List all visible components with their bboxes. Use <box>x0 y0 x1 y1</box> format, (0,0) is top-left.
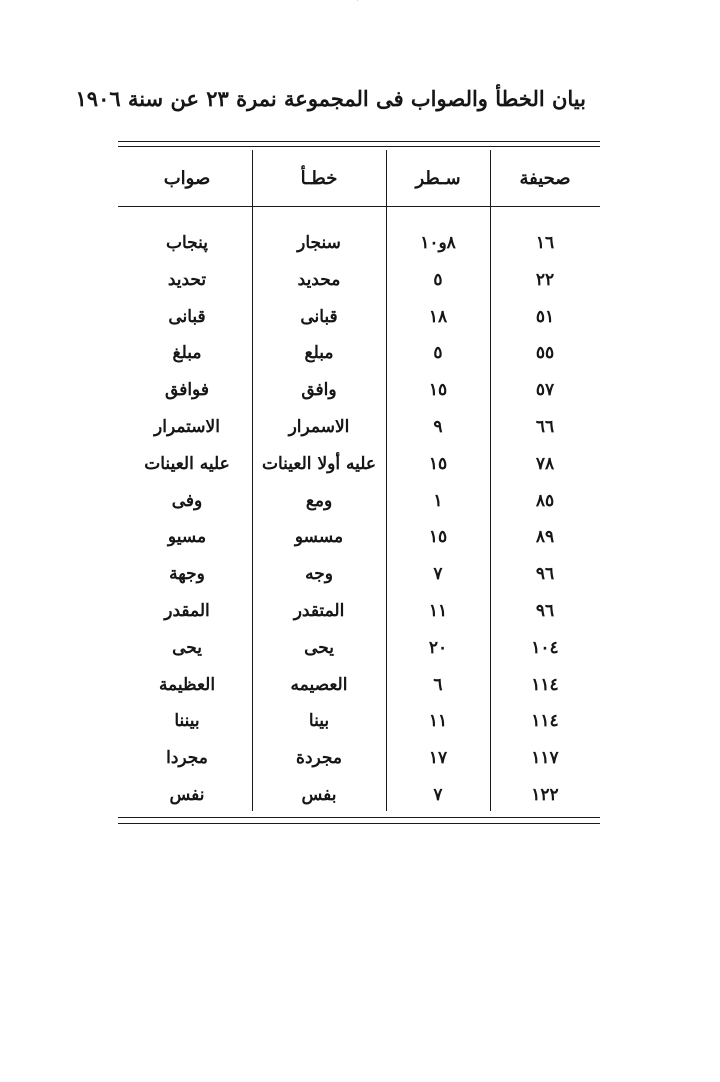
cell-right: پنجاب <box>165 233 209 253</box>
cell-right: تحديد <box>167 269 207 290</box>
cell-wrong: محديد <box>297 269 341 290</box>
cell-page: ١٠٤ <box>531 637 559 658</box>
top-rule-upper <box>118 141 600 142</box>
cell-right: يحى <box>172 637 202 658</box>
cell-page: ١١٤ <box>531 674 559 695</box>
cell-page: ١٦ <box>535 233 555 253</box>
cell-line: ٢٠ <box>428 637 448 658</box>
cell-wrong: بينا <box>308 711 330 732</box>
cell-line: ١٨ <box>428 306 448 327</box>
cell-wrong: العصيمه <box>290 674 348 695</box>
cell-wrong: وجه <box>305 564 333 585</box>
cell-page: ٥٥ <box>535 343 555 364</box>
cell-right: مجردا <box>166 748 208 769</box>
cell-page: ٥٧ <box>535 380 555 401</box>
cell-wrong: قبانى <box>300 306 338 327</box>
cell-page: ٦٦ <box>535 416 555 437</box>
errata-table <box>118 141 600 825</box>
cell-page: ٥١ <box>535 306 555 327</box>
table-row <box>118 523 600 560</box>
cell-right: الاستمرار <box>154 416 220 437</box>
table-row <box>118 303 600 340</box>
cell-wrong: مسسو <box>294 527 344 548</box>
table-row <box>118 376 600 413</box>
bottom-rule-lower <box>118 823 600 824</box>
cell-right: عليه العينات <box>144 453 230 474</box>
cell-wrong: بفس <box>301 784 337 805</box>
cell-right: نفس <box>169 784 205 805</box>
header-right: صواب <box>163 168 211 189</box>
cell-line: ١ <box>433 490 443 511</box>
cell-line: ٥ <box>433 343 443 364</box>
top-scan-mark <box>357 0 358 1</box>
cell-line: ٥ <box>433 269 443 290</box>
cell-wrong: مبلع <box>304 343 334 364</box>
cell-page: ٨٥ <box>535 490 555 511</box>
header-page: صحيفة <box>519 168 571 189</box>
cell-right: العظيمة <box>158 674 216 695</box>
top-rule-lower <box>118 146 600 147</box>
cell-line: ١١ <box>428 711 448 732</box>
header-line: سـطر <box>415 168 461 189</box>
cell-line: ٩ <box>433 416 443 437</box>
cell-page: ١١٧ <box>531 748 559 769</box>
cell-wrong: سنجار <box>297 233 341 253</box>
errata-rows <box>118 229 600 818</box>
cell-page: ٩٦ <box>535 564 555 585</box>
table-row <box>118 671 600 708</box>
cell-right: مبلغ <box>172 343 202 364</box>
cell-line: ٧ <box>433 784 443 805</box>
cell-wrong: يحى <box>304 637 334 658</box>
table-row <box>118 744 600 781</box>
table-row <box>118 487 600 524</box>
cell-wrong: وافق <box>301 380 337 401</box>
cell-right: فوافق <box>165 380 209 401</box>
cell-page: ١٢٢ <box>531 784 559 805</box>
table-row <box>118 450 600 487</box>
cell-line: ٦ <box>433 674 443 695</box>
header-rule <box>118 206 600 207</box>
cell-line: ١٥ <box>428 380 448 401</box>
table-row <box>118 229 600 266</box>
table-row <box>118 339 600 376</box>
table-row <box>118 707 600 744</box>
header-wrong: خطـأ <box>300 168 338 189</box>
cell-wrong: الاسمرار <box>288 416 350 437</box>
cell-line: ١٥ <box>428 453 448 474</box>
cell-page: ١١٤ <box>531 711 559 732</box>
cell-right: وفى <box>171 490 203 511</box>
cell-page: ٢٢ <box>535 269 555 290</box>
table-row <box>118 560 600 597</box>
cell-right: قبانى <box>168 306 206 327</box>
table-row <box>118 781 600 818</box>
cell-page: ٩٦ <box>535 600 555 621</box>
cell-wrong: المتقدر <box>293 600 345 621</box>
table-row <box>118 266 600 303</box>
table-row <box>118 413 600 450</box>
cell-right: المقدر <box>164 600 210 621</box>
table-row <box>118 634 600 671</box>
cell-wrong: ومع <box>305 490 333 511</box>
cell-line: ١١ <box>428 600 448 621</box>
cell-right: مسيو <box>167 527 207 548</box>
cell-wrong: عليه أولا العينات <box>261 453 377 474</box>
cell-page: ٧٨ <box>535 453 555 474</box>
cell-line: ١٧ <box>428 748 448 769</box>
cell-line: ٨و١٠ <box>420 233 456 253</box>
cell-page: ٨٩ <box>535 527 555 548</box>
cell-line: ٧ <box>433 564 443 585</box>
page-title: بيان الخطأ والصواب فى المجموعة نمرة ٢٣ عن سنة ١٩٠٦ <box>75 86 586 111</box>
cell-line: ١٥ <box>428 527 448 548</box>
cell-right: وجهة <box>169 564 205 585</box>
cell-wrong: مجردة <box>296 748 342 769</box>
cell-right: بيننا <box>174 711 200 732</box>
table-row <box>118 597 600 634</box>
